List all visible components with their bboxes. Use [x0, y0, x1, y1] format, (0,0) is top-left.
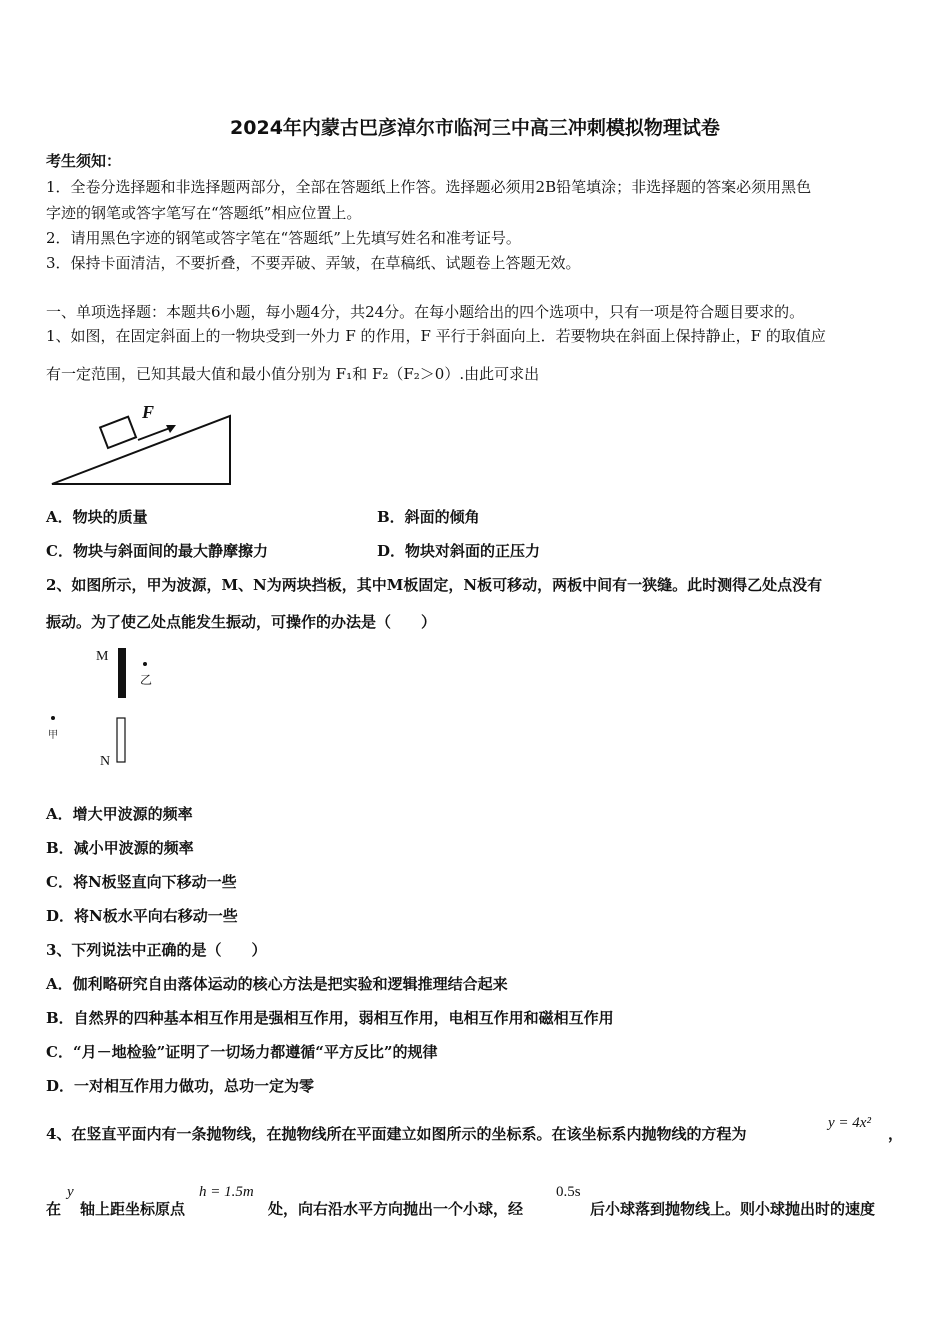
notice-line-1: 1．全卷分选择题和非选择题两部分，全部在答题纸上作答。选择题必须用2B铅笔填涂；非选择题的答案必须用黑色 [46, 178, 812, 196]
notice-line-1-cont: 字迹的钢笔或答字笔写在“答题纸”相应位置上。 [46, 204, 362, 222]
q2-wave-figure [44, 642, 164, 772]
notice-line-2: 2．请用黑色字迹的钢笔或答字笔在“答题纸”上先填写姓名和准考证号。 [46, 229, 521, 247]
q1-stem-line-2: 有一定范围，已知其最大值和最小值分别为 F₁和 F₂（F₂＞0）.由此可求出 [46, 365, 540, 383]
q4-text-zai: 在 [46, 1200, 62, 1218]
q4-height: h = 1.5m [199, 1184, 254, 1200]
q1-stem-line-1: 1、如图，在固定斜面上的一物块受到一外力 F 的作用，F 平行于斜面向上．若要物块在斜面上保持静止，F 的取值应 [46, 327, 826, 345]
q4-y-symbol: y [67, 1184, 74, 1200]
q4-equation: y = 4x² [828, 1115, 871, 1131]
q4-time: 0.5s [556, 1184, 581, 1200]
q1-option-d: D．物块对斜面的正压力 [377, 542, 541, 560]
q4-text-axis: 轴上距坐标原点 [80, 1200, 186, 1218]
q2-plate-m [118, 648, 126, 698]
section-heading: 一、单项选择题：本题共6小题，每小题4分，共24分。在每小题给出的四个选项中，只有一项是符合题目要求的。 [46, 303, 805, 321]
q3-option-d: D．一对相互作用力做功，总功一定为零 [46, 1077, 315, 1095]
q2-option-b: B．减小甲波源的频率 [46, 839, 194, 857]
q2-plate-n [117, 718, 125, 762]
q4-comma: ， [888, 1125, 904, 1143]
q2-option-c: C．将N板竖直向下移动一些 [46, 873, 237, 891]
notice-line-3: 3．保持卡面清洁，不要折叠，不要弄破、弄皱，在草稿纸、试题卷上答题无效。 [46, 254, 581, 272]
q2-label-yi: 乙 [140, 673, 153, 687]
q4-text-speed: 后小球落到抛物线上。则小球抛出时的速度 [590, 1200, 876, 1218]
q3-stem: 3、下列说法中正确的是（ ） [46, 941, 267, 959]
q2-stem-line-2: 振动。为了使乙处点能发生振动，可操作的办法是（ ） [46, 613, 437, 631]
q4-text-throw: 处，向右沿水平方向抛出一个小球，经 [268, 1200, 524, 1218]
q2-stem-line-1: 2、如图所示，甲为波源，M、N为两块挡板，其中M板固定，N板可移动，两板中间有一狭缝。此时测得乙处点没有 [46, 576, 823, 594]
q2-option-d: D．将N板水平向右移动一些 [46, 907, 238, 925]
q1-incline-figure [46, 396, 236, 488]
page-title: 2024年内蒙古巴彦淖尔市临河三中高三冲刺模拟物理试卷 [230, 117, 720, 139]
q2-label-n: N [100, 754, 111, 769]
q1-option-c: C．物块与斜面间的最大静摩擦力 [46, 542, 268, 560]
q1-force-label: F [142, 402, 155, 422]
q4-stem-line-1: 4、在竖直平面内有一条抛物线，在抛物线所在平面建立如图所示的坐标系。在该坐标系内抛物线的方程为 [46, 1125, 747, 1143]
q3-option-a: A．伽利略研究自由落体运动的核心方法是把实验和逻辑推理结合起来 [46, 975, 508, 993]
q3-option-c: C．“月－地检验”证明了一切场力都遵循“平方反比”的规律 [46, 1043, 438, 1061]
q1-option-b: B．斜面的倾角 [377, 508, 480, 526]
q1-option-a: A．物块的质量 [46, 508, 148, 526]
notice-heading: 考生须知： [46, 152, 122, 170]
q2-option-a: A．增大甲波源的频率 [46, 805, 193, 823]
q2-label-m: M [96, 649, 109, 664]
q3-option-b: B．自然界的四种基本相互作用是强相互作用，弱相互作用，电相互作用和磁相互作用 [46, 1009, 614, 1027]
q2-label-jia: 甲 [48, 730, 58, 741]
